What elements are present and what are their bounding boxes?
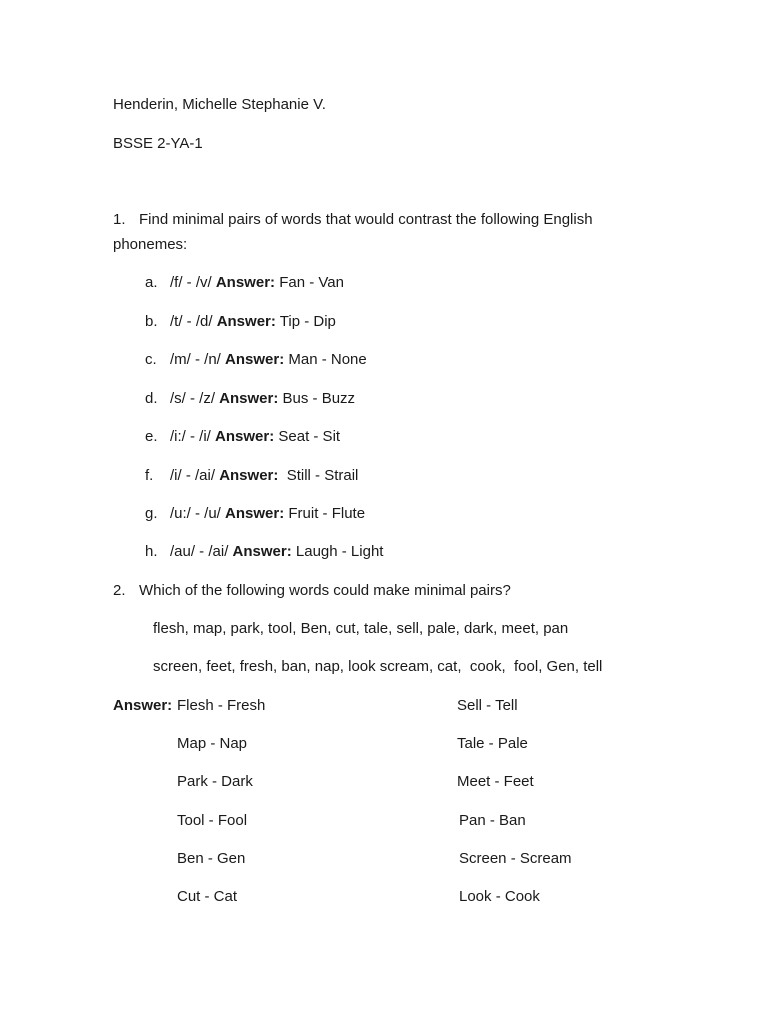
q2-left-pair: Flesh - Fresh [177, 697, 266, 714]
q1-item-answer-label: Answer: [216, 313, 276, 330]
q2-number: 2. [113, 582, 126, 599]
q1-item-letter: f. [145, 467, 154, 484]
q2-right-pair: Screen - Scream [459, 850, 572, 867]
q1-item-answer-label: Answer: [219, 390, 279, 407]
q1-item [170, 504, 365, 524]
q1-item-letter: e. [145, 428, 158, 445]
q1-item [170, 350, 367, 370]
q1-number: 1. [113, 211, 126, 228]
q2-answer-label: Answer: [113, 697, 173, 714]
student-section: BSSE 2-YA-1 [113, 135, 203, 152]
q1-item-phonemes: /t/ - /d/ [170, 313, 213, 330]
q1-item [170, 389, 355, 409]
q1-item-answer: Man - None [288, 351, 367, 368]
q1-item-answer-label: Answer: [215, 428, 275, 445]
q1-item-answer-label: Answer: [225, 505, 285, 522]
q1-item-letter: g. [145, 505, 158, 522]
q2-right-pair: Look - Cook [459, 888, 540, 905]
q1-item-phonemes: /f/ - /v/ [170, 274, 212, 291]
q1-item-answer: Tip - Dip [279, 313, 336, 330]
q1-item-answer-label: Answer: [225, 351, 285, 368]
q2-right-pair: Pan - Ban [459, 812, 526, 829]
q1-item-answer-label: Answer: [232, 543, 292, 560]
q1-item-letter: d. [145, 390, 158, 407]
q2-word-list-line1: flesh, map, park, tool, Ben, cut, tale, sell, pale, dark, meet, pan [153, 620, 569, 637]
q2-prompt: Which of the following words could make minimal pairs? [139, 582, 511, 599]
q1-item-phonemes: /i:/ - /i/ [170, 428, 211, 445]
q1-item-answer: Laugh - Light [295, 543, 384, 560]
q1-prompt-line2: phonemes: [113, 236, 188, 253]
q1-item-letter: a. [145, 274, 158, 291]
q1-item [170, 542, 383, 562]
q1-item-answer-label: Answer: [215, 274, 276, 291]
q1-item-phonemes: /m/ - /n/ [170, 351, 221, 368]
q1-item-letter: c. [145, 351, 157, 368]
q1-item [170, 427, 340, 447]
q2-left-pair: Park - Dark [177, 773, 253, 790]
q2-word-list-line2: screen, feet, fresh, ban, nap, look scream, cat, cook, fool, Gen, tell [153, 658, 603, 675]
q1-item-phonemes: /i/ - /ai/ [170, 467, 216, 484]
q1-item-answer: Fan - Van [279, 274, 344, 291]
q1-item-phonemes: /s/ - /z/ [170, 390, 215, 407]
q1-prompt-line1: Find minimal pairs of words that would contrast the following English [139, 211, 593, 228]
q1-item-phonemes: /u:/ - /u/ [170, 505, 221, 522]
q2-right-pair: Tale - Pale [457, 735, 528, 752]
q1-item-answer: Bus - Buzz [282, 390, 356, 407]
q2-left-pair: Map - Nap [177, 735, 248, 752]
q2-left-pair: Tool - Fool [177, 812, 248, 829]
q1-item-answer: Fruit - Flute [288, 505, 366, 522]
q1-item [170, 312, 336, 332]
q1-item-letter: h. [145, 543, 158, 560]
q1-item-answer: Still - Strail [282, 467, 359, 484]
q2-left-pair: Ben - Gen [177, 850, 246, 867]
q1-item-answer-label: Answer: [219, 467, 279, 484]
q2-right-pair: Sell - Tell [457, 697, 518, 714]
q2-right-pair: Meet - Feet [457, 773, 534, 790]
student-name: Henderin, Michelle Stephanie V. [113, 96, 326, 113]
q2-left-pair: Cut - Cat [177, 888, 238, 905]
q1-item-phonemes: /au/ - /ai/ [170, 543, 229, 560]
q1-item [170, 273, 344, 293]
q1-item-letter: b. [145, 313, 158, 330]
q1-item [170, 466, 358, 486]
q1-item-answer: Seat - Sit [278, 428, 341, 445]
